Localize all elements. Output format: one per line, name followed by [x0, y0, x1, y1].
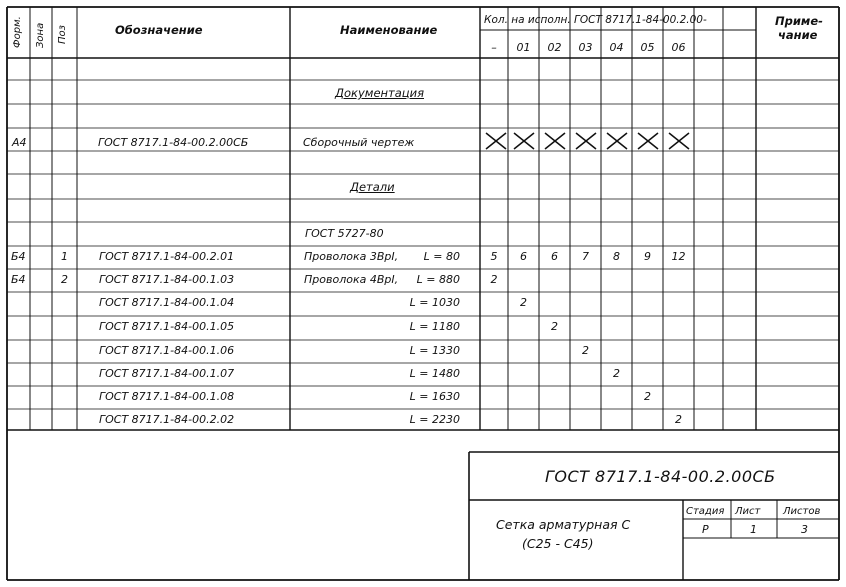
- cross-mark: [637, 132, 659, 150]
- variant-header: –: [491, 41, 497, 54]
- row-length: L = 80: [423, 250, 460, 263]
- cross-mark: [606, 132, 628, 150]
- variant-header: 02: [547, 41, 562, 54]
- row-quantity: 8: [613, 250, 620, 263]
- row-quantity: 2: [675, 413, 682, 426]
- row-designation: ГОСТ 8717.1-84-00.2.02: [99, 413, 235, 426]
- row-quantity: 2: [551, 320, 558, 333]
- row-designation: ГОСТ 8717.1-84-00.1.03: [99, 273, 235, 286]
- variant-header: 04: [609, 41, 624, 54]
- row-quantity: 2: [490, 273, 498, 286]
- row-designation: ГОСТ 8717.1-84-00.1.04: [99, 296, 235, 309]
- row-position: 2: [61, 273, 68, 286]
- title-block-name-2: (С25 - С45): [522, 536, 594, 551]
- cross-mark: [575, 132, 597, 150]
- row-length: L = 1330: [409, 344, 460, 357]
- col-pos-header: Поз: [57, 25, 68, 44]
- col-note-header-1: Приме-: [775, 14, 823, 28]
- row-quantity: 2: [644, 390, 651, 403]
- row-quantity: 6: [551, 250, 558, 263]
- sheet-value: 1: [750, 523, 757, 536]
- row-length: L = 880: [416, 273, 460, 286]
- row-designation: ГОСТ 8717.1-84-00.1.05: [99, 320, 235, 333]
- doc-row-designation: ГОСТ 8717.1-84-00.2.00СБ: [98, 136, 249, 149]
- sheets-label: Листов: [783, 506, 821, 517]
- row-designation: ГОСТ 8717.1-84-00.1.07: [99, 367, 235, 380]
- cross-mark: [513, 132, 535, 150]
- row-quantity: 5: [490, 250, 498, 263]
- row-length: L = 1630: [409, 390, 460, 403]
- row-name: Проволока 4ВрI,: [304, 273, 399, 286]
- variant-header: 06: [671, 41, 686, 54]
- variant-header: 03: [578, 41, 593, 54]
- section-documentation: Документация: [335, 86, 425, 100]
- row-designation: ГОСТ 8717.1-84-00.1.06: [99, 344, 235, 357]
- doc-row-name: Сборочный чертеж: [303, 136, 415, 149]
- doc-row-format: А4: [12, 136, 27, 149]
- row-quantity: 6: [520, 250, 527, 263]
- section-standard: ГОСТ 5727-80: [305, 227, 384, 240]
- row-position: 1: [61, 250, 68, 263]
- row-format: Б4: [11, 273, 26, 286]
- col-zone-header: Зона: [35, 22, 46, 48]
- row-quantity: 2: [582, 344, 589, 357]
- col-format-header: Форм.: [12, 16, 23, 48]
- title-block-name-1: Сетка арматурная С: [496, 517, 631, 532]
- section-parts: Детали: [350, 180, 395, 194]
- row-length: L = 1030: [409, 296, 460, 309]
- row-quantity: 2: [613, 367, 620, 380]
- variant-header: 05: [640, 41, 655, 54]
- row-designation: ГОСТ 8717.1-84-00.2.01: [99, 250, 235, 263]
- cross-mark: [544, 132, 566, 150]
- row-length: L = 1180: [409, 320, 460, 333]
- sheets-value: 3: [801, 523, 808, 536]
- cross-mark: [668, 132, 690, 150]
- row-length: L = 1480: [409, 367, 460, 380]
- col-qty-header: Кол. на исполн. ГОСТ 8717.1-84-00.2.00-: [484, 14, 707, 26]
- stage-label: Стадия: [686, 506, 725, 517]
- row-quantity: 2: [520, 296, 527, 309]
- row-quantity: 12: [671, 250, 686, 263]
- cross-mark: [485, 132, 507, 150]
- col-name-header: Наименование: [340, 23, 438, 37]
- row-quantity: 9: [644, 250, 651, 263]
- row-length: L = 2230: [409, 413, 460, 426]
- col-note-header-2: чание: [778, 28, 818, 42]
- sheet-label: Лист: [735, 506, 761, 517]
- row-name: Проволока 3ВрI,: [304, 250, 399, 263]
- row-quantity: 7: [582, 250, 589, 263]
- col-designation-header: Обозначение: [115, 23, 203, 37]
- stage-value: Р: [702, 523, 709, 536]
- variant-header: 01: [516, 41, 531, 54]
- title-block-code: ГОСТ 8717.1-84-00.2.00СБ: [545, 467, 776, 486]
- row-designation: ГОСТ 8717.1-84-00.1.08: [99, 390, 235, 403]
- row-format: Б4: [11, 250, 26, 263]
